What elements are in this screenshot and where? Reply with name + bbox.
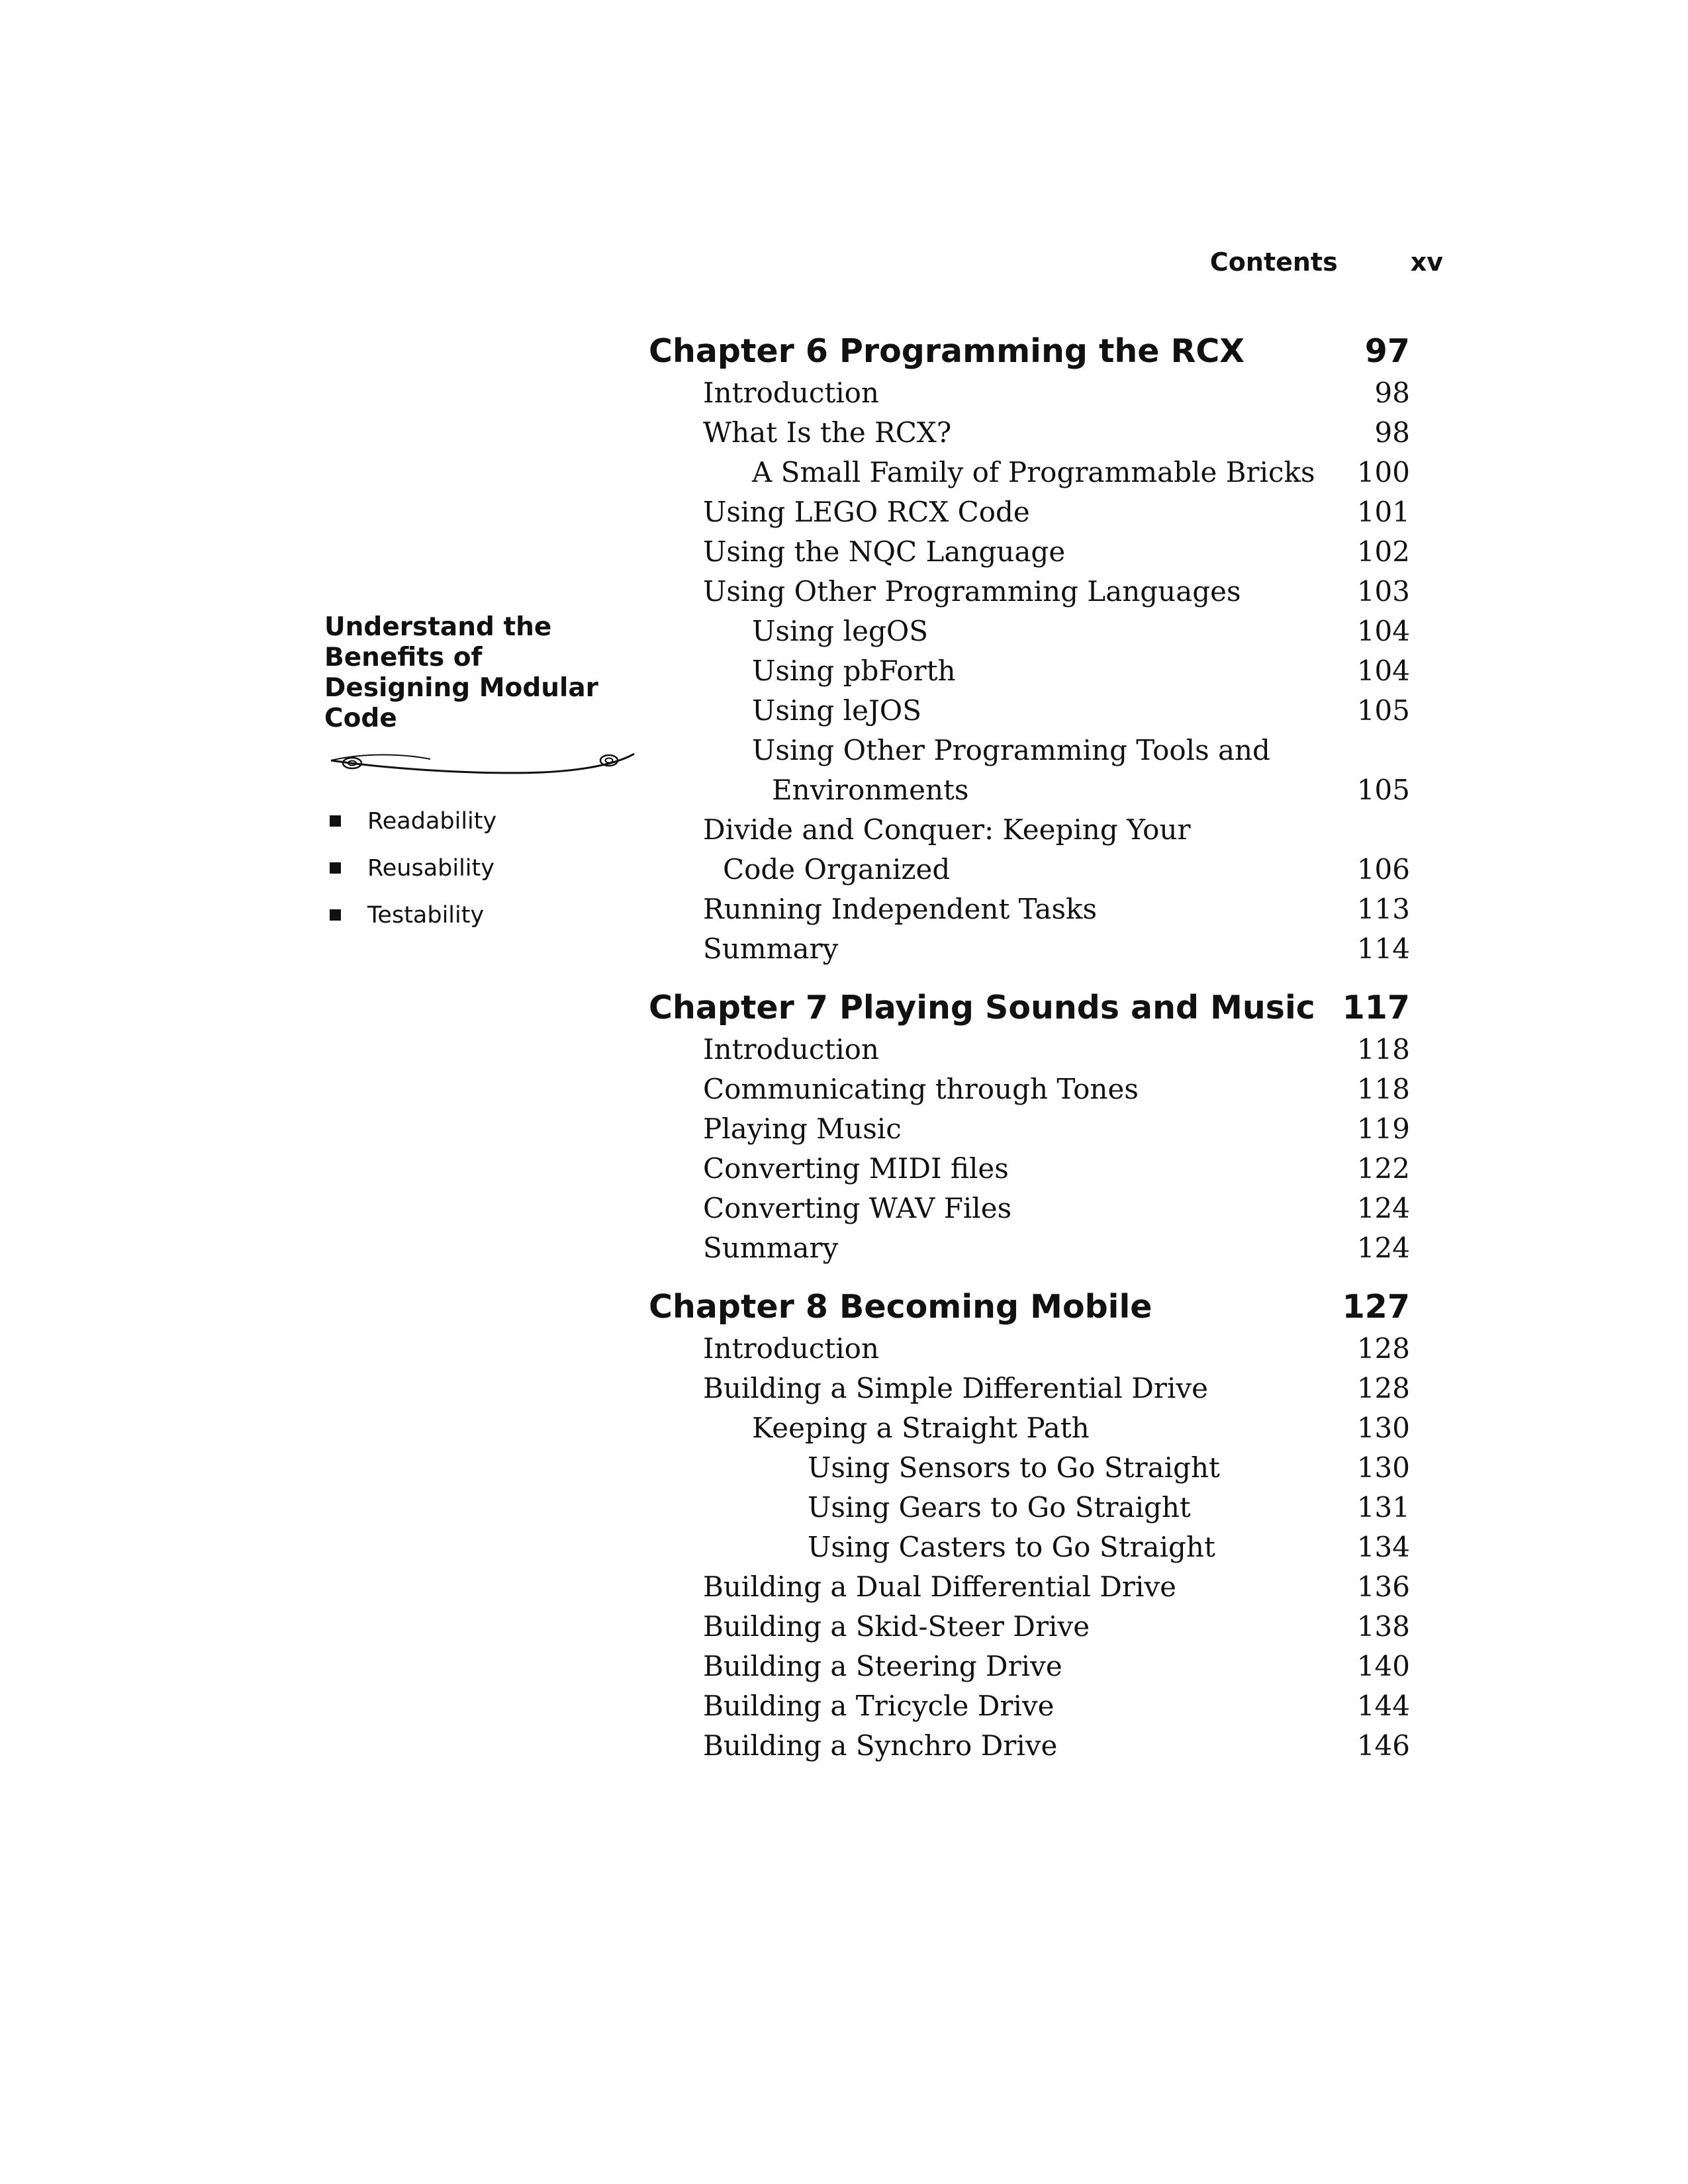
entry-title: Introduction xyxy=(703,1033,879,1066)
entry-title: Summary xyxy=(703,933,839,965)
toc-entry xyxy=(649,532,1423,572)
chapter-title: Chapter 8 Becoming Mobile xyxy=(649,1288,1152,1326)
chapter-heading xyxy=(649,1285,1423,1329)
entry-title: Building a Steering Drive xyxy=(703,1650,1062,1682)
entry-page: 105 xyxy=(1356,774,1410,806)
toc-chapter xyxy=(649,1285,1423,1766)
entry-page: 104 xyxy=(1356,655,1410,687)
running-head xyxy=(1210,248,1443,277)
entry-title: Using LEGO RCX Code xyxy=(703,496,1030,528)
entry-page: 113 xyxy=(1356,893,1410,925)
entry-title: What Is the RCX? xyxy=(703,416,952,449)
entry-page: 124 xyxy=(1356,1232,1410,1264)
entry-title: Keeping a Straight Path xyxy=(752,1412,1090,1444)
entry-title: Using Casters to Go Straight xyxy=(808,1531,1215,1563)
toc-entry xyxy=(649,889,1423,929)
entry-title: Using the NQC Language xyxy=(703,535,1066,568)
sidebar-item xyxy=(324,797,642,844)
sidebar-title: Understand the Benefits of Designing Modular Code xyxy=(324,612,598,733)
square-bullet-icon xyxy=(330,862,341,874)
entry-title: Communicating through Tones xyxy=(703,1073,1139,1105)
toc-entry xyxy=(649,453,1423,492)
entry-title: Environments xyxy=(772,774,969,806)
toc-entry xyxy=(649,1607,1423,1647)
entry-page: 136 xyxy=(1356,1570,1410,1603)
square-bullet-icon xyxy=(330,909,341,921)
toc-entry xyxy=(649,373,1423,413)
toc-entry xyxy=(649,1109,1423,1149)
entry-title: Building a Synchro Drive xyxy=(703,1729,1058,1762)
entry-title: Introduction xyxy=(703,1332,879,1365)
swirl-divider-icon xyxy=(324,746,642,783)
entry-title: Divide and Conquer: Keeping Your xyxy=(703,813,1191,846)
entry-page: 140 xyxy=(1356,1650,1410,1682)
entry-page: 131 xyxy=(1356,1491,1410,1524)
sidebar-item-label: Readability xyxy=(367,807,497,835)
toc-entry xyxy=(649,1149,1423,1189)
sidebar-item-label: Reusability xyxy=(367,854,494,882)
toc-entry xyxy=(649,1488,1423,1527)
entry-title: Building a Simple Differential Drive xyxy=(703,1372,1209,1404)
toc-entry xyxy=(649,651,1423,691)
entry-page: 128 xyxy=(1356,1372,1410,1404)
entry-title: Summary xyxy=(703,1232,839,1264)
entry-page: 122 xyxy=(1356,1152,1410,1185)
sidebar-list xyxy=(324,797,642,938)
entry-title: Using leJOS xyxy=(752,694,921,727)
entry-title: Converting WAV Files xyxy=(703,1192,1012,1224)
entry-page: 98 xyxy=(1374,416,1410,449)
entry-page: 101 xyxy=(1356,496,1410,528)
toc-chapter xyxy=(649,986,1423,1268)
toc-entry xyxy=(649,691,1423,731)
entry-title: Introduction xyxy=(703,377,879,409)
entry-page: 100 xyxy=(1356,456,1410,488)
toc-entry xyxy=(649,1228,1423,1268)
chapter-page: 117 xyxy=(1342,989,1410,1026)
toc-entry xyxy=(649,1030,1423,1069)
sidebar-item xyxy=(324,891,642,938)
chapter-heading xyxy=(649,986,1423,1030)
toc-entry xyxy=(649,1448,1423,1488)
entry-page: 114 xyxy=(1356,933,1410,965)
toc-entry xyxy=(649,1408,1423,1448)
toc-entry xyxy=(649,572,1423,612)
entry-title: Building a Tricycle Drive xyxy=(703,1690,1055,1722)
toc-entry xyxy=(649,810,1423,889)
entry-page: 103 xyxy=(1356,575,1410,608)
entry-title: A Small Family of Programmable Bricks xyxy=(752,456,1315,488)
entry-page: 104 xyxy=(1356,615,1410,647)
toc-entry xyxy=(649,1527,1423,1567)
toc-entry xyxy=(649,1567,1423,1607)
chapter-title: Chapter 7 Playing Sounds and Music xyxy=(649,989,1315,1026)
toc-entry xyxy=(649,1647,1423,1686)
entry-page: 98 xyxy=(1374,377,1410,409)
page-number: xv xyxy=(1410,248,1443,277)
entry-page: 134 xyxy=(1356,1531,1410,1563)
chapter-heading xyxy=(649,330,1423,373)
toc-entry xyxy=(649,929,1423,969)
toc-entry xyxy=(649,413,1423,453)
entry-title: Building a Dual Differential Drive xyxy=(703,1570,1177,1603)
toc-entry xyxy=(649,1686,1423,1726)
entry-title: Building a Skid-Steer Drive xyxy=(703,1610,1090,1643)
chapter-page: 127 xyxy=(1342,1288,1410,1326)
entry-page: 144 xyxy=(1356,1690,1410,1722)
chapter-title: Chapter 6 Programming the RCX xyxy=(649,332,1245,370)
toc-entry xyxy=(649,1069,1423,1109)
sidebar-box xyxy=(324,612,642,938)
entry-title: Converting MIDI files xyxy=(703,1152,1009,1185)
table-of-contents xyxy=(649,330,1423,1783)
toc-entry xyxy=(649,612,1423,651)
entry-page: 124 xyxy=(1356,1192,1410,1224)
sidebar-item xyxy=(324,844,642,891)
running-head-section: Contents xyxy=(1209,248,1338,277)
square-bullet-icon xyxy=(330,815,341,827)
toc-chapter xyxy=(649,330,1423,969)
entry-page: 130 xyxy=(1356,1412,1410,1444)
entry-page: 105 xyxy=(1356,694,1410,727)
sidebar-item-label: Testability xyxy=(367,901,485,929)
entry-page: 130 xyxy=(1356,1451,1410,1484)
entry-page: 106 xyxy=(1356,853,1410,886)
entry-title: Using Other Programming Languages xyxy=(703,575,1241,608)
chapter-page: 97 xyxy=(1364,332,1410,370)
entry-title: Running Independent Tasks xyxy=(703,893,1098,925)
toc-entry xyxy=(649,1329,1423,1369)
entry-title: Playing Music xyxy=(703,1113,902,1145)
entry-title: Using Gears to Go Straight xyxy=(808,1491,1191,1524)
entry-page: 146 xyxy=(1356,1729,1410,1762)
entry-page: 102 xyxy=(1356,535,1410,568)
toc-entry xyxy=(649,1369,1423,1408)
entry-title: Code Organized xyxy=(723,853,951,886)
toc-entry xyxy=(649,492,1423,532)
entry-page: 128 xyxy=(1356,1332,1410,1365)
entry-title: Using Other Programming Tools and xyxy=(752,734,1270,766)
entry-page: 138 xyxy=(1356,1610,1410,1643)
entry-page: 118 xyxy=(1356,1073,1410,1105)
entry-title: Using Sensors to Go Straight xyxy=(808,1451,1220,1484)
toc-entry xyxy=(649,1726,1423,1766)
entry-page: 118 xyxy=(1356,1033,1410,1066)
toc-entry xyxy=(649,731,1423,810)
toc-entry xyxy=(649,1189,1423,1228)
entry-page: 119 xyxy=(1356,1113,1410,1145)
entry-title: Using pbForth xyxy=(752,655,956,687)
entry-title: Using legOS xyxy=(752,615,929,647)
